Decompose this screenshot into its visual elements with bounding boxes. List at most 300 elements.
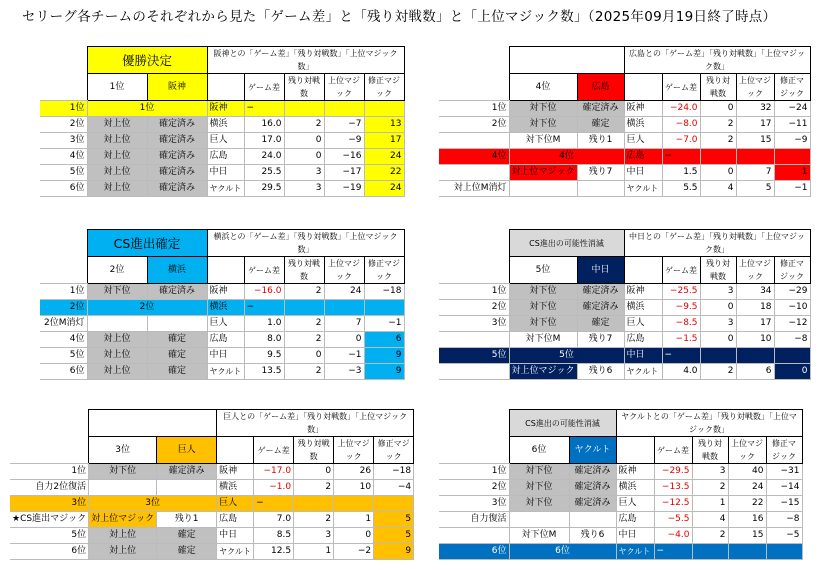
opponent-team: 阪神: [624, 284, 662, 300]
value-diff: 12.5: [254, 544, 294, 560]
value-remain: 1: [294, 544, 334, 560]
table-row: [40, 300, 404, 316]
column-header-diff: ゲーム差: [244, 257, 284, 284]
value-magic: −2: [334, 544, 374, 560]
value-magic: −9: [324, 133, 364, 149]
value-magic: 26: [334, 464, 374, 480]
rank-label: [439, 165, 509, 181]
value-corr: 24: [364, 181, 404, 197]
relation-cell: 対上位: [87, 117, 147, 133]
value-magic: [324, 300, 364, 316]
column-header-diff: ゲーム差: [662, 257, 700, 284]
opponent-team: ヤクルト: [217, 544, 254, 560]
value-magic: 10: [334, 480, 374, 496]
opponent-team: 巨人: [624, 133, 662, 149]
value-diff: −1.0: [254, 480, 294, 496]
value-diff: −8.5: [662, 316, 700, 332]
relation-cell: 対上位: [87, 165, 147, 181]
value-diff: −29.5: [654, 464, 692, 480]
relation-cell: 対上位: [87, 348, 147, 364]
page-title: セリーグ各チームのそれぞれから見た「ゲーム差」と「残り対戦数」と「上位マジック数」（2025年09月19日終了時点）: [22, 9, 777, 25]
team-rank: 6位: [509, 437, 569, 464]
table-row: [10, 528, 414, 544]
value-magic: [324, 101, 364, 117]
rank-label: 2位: [439, 300, 509, 316]
confirm-cell: 確定済み: [577, 300, 624, 316]
opponent-team: 巨人: [207, 316, 244, 332]
value-magic: −16: [324, 149, 364, 165]
value-remain: 3: [700, 316, 736, 332]
opponent-team: 阪神: [207, 101, 244, 117]
value-diff: −24.0: [662, 101, 700, 117]
table-row: [439, 117, 810, 133]
column-header-corr: 修正マジック: [374, 437, 414, 464]
confirm-cell: 確定: [577, 316, 624, 332]
relation-cell: 対下位: [509, 464, 569, 480]
confirm-cell: 残り7: [577, 332, 624, 348]
confirm-cell: 残り6: [577, 364, 624, 380]
table-row: [439, 332, 810, 348]
value-remain: 4: [700, 181, 736, 197]
table-row: [439, 364, 810, 380]
column-header-diff: ゲーム差: [662, 74, 700, 101]
value-remain: 3: [692, 464, 728, 480]
value-remain: [284, 101, 324, 117]
value-magic: −17: [324, 165, 364, 181]
table-row: [439, 528, 802, 544]
column-header-magic: 上位マジック: [334, 437, 374, 464]
column-header-magic: 上位マジック: [736, 74, 774, 101]
relation-cell: 対上位マジック: [89, 512, 157, 528]
table-row: [439, 544, 802, 560]
table-row: [439, 316, 810, 332]
rank-label: 自力復活: [439, 512, 509, 528]
status-label: CS進出の可能性消滅: [509, 410, 616, 437]
opponent-team: 広島: [624, 332, 662, 348]
column-header-remain: 残り対戦数: [700, 74, 736, 101]
confirm-cell: 確定: [147, 348, 207, 364]
self-rank: 4位: [509, 149, 624, 165]
relation-cell: [89, 480, 157, 496]
rank-label: 2位: [439, 117, 509, 133]
relation-cell: 対下位: [509, 300, 577, 316]
confirm-cell: [147, 316, 207, 332]
table-row: [40, 348, 404, 364]
column-header-corr: 修正マジック: [364, 74, 404, 101]
table-row: [439, 284, 810, 300]
value-diff: −17.0: [254, 464, 294, 480]
value-corr: −24: [774, 101, 810, 117]
opponent-team: 横浜: [624, 117, 662, 133]
value-remain: 3: [284, 181, 324, 197]
relation-cell: 対上位マジック: [509, 165, 577, 181]
table-row: [10, 512, 414, 528]
self-rank: 2位: [87, 300, 207, 316]
opponent-team: 中日: [624, 348, 662, 364]
rank-label: 5位: [439, 348, 509, 364]
table-header-note: ヤクルトとの「ゲーム差」「残り対戦数」「上位マジック数」: [616, 410, 802, 437]
value-corr: [374, 496, 414, 512]
value-corr: −1: [364, 316, 404, 332]
relation-cell: 対下位: [509, 480, 569, 496]
value-corr: −10: [774, 300, 810, 316]
confirm-cell: 確定済み: [147, 284, 207, 300]
rank-label: 2位: [40, 117, 87, 133]
rank-label: 3位: [10, 496, 89, 512]
opponent-team: ヤクルト: [624, 181, 662, 197]
value-diff: 24.0: [244, 149, 284, 165]
rank-label: 6位: [10, 544, 89, 560]
table-row: [439, 181, 810, 197]
value-remain: [294, 496, 334, 512]
value-diff: −7.0: [662, 133, 700, 149]
table-row: [10, 496, 414, 512]
value-corr: 9: [374, 544, 414, 560]
opponent-team: 巨人: [624, 316, 662, 332]
rank-label: 3位: [439, 496, 509, 512]
confirm-cell: 確定済み: [157, 464, 217, 480]
value-magic: [728, 544, 766, 560]
opponent-team: 広島: [217, 512, 254, 528]
value-remain: 0: [284, 133, 324, 149]
value-corr: −8: [766, 512, 802, 528]
value-corr: [774, 149, 810, 165]
team-name: 横浜: [147, 257, 207, 284]
opponent-team: 巨人: [207, 133, 244, 149]
table-row: [40, 165, 404, 181]
team-name: 広島: [577, 74, 624, 101]
value-diff: −: [662, 348, 700, 364]
confirm-cell: [569, 512, 616, 528]
value-remain: 2: [284, 284, 324, 300]
value-diff: −12.5: [654, 496, 692, 512]
value-magic: 1: [334, 512, 374, 528]
value-corr: −9: [774, 133, 810, 149]
opponent-team: 阪神: [616, 464, 654, 480]
table-row: [40, 117, 404, 133]
relation-cell: 対上位: [87, 149, 147, 165]
rank-label: 1位: [439, 464, 509, 480]
value-corr: 17: [364, 133, 404, 149]
value-magic: [736, 149, 774, 165]
value-corr: [766, 544, 802, 560]
value-corr: 22: [364, 165, 404, 181]
value-diff: −4.0: [654, 528, 692, 544]
confirm-cell: 確定済み: [147, 165, 207, 181]
value-diff: −: [654, 544, 692, 560]
column-header-magic: 上位マジック: [728, 437, 766, 464]
opponent-team: ヤクルト: [616, 544, 654, 560]
column-header-remain: 残り対戦数: [284, 257, 324, 284]
value-corr: −14: [766, 480, 802, 496]
value-remain: 0: [700, 101, 736, 117]
team-rank: 1位: [87, 74, 147, 101]
status-label: CS進出確定: [87, 230, 207, 257]
confirm-cell: [157, 480, 217, 496]
rank-label: [439, 364, 509, 380]
value-remain: 2: [294, 480, 334, 496]
rank-label: 1位: [40, 284, 87, 300]
value-magic: −19: [324, 181, 364, 197]
value-remain: 2: [692, 528, 728, 544]
value-corr: 13: [364, 117, 404, 133]
rank-label: 5位: [40, 165, 87, 181]
confirm-cell: 確定: [147, 364, 207, 380]
relation-cell: 対下位: [509, 284, 577, 300]
value-remain: 3: [284, 165, 324, 181]
confirm-cell: 確定: [157, 528, 217, 544]
value-diff: −5.5: [654, 512, 692, 528]
value-corr: −15: [766, 496, 802, 512]
value-diff: 4.0: [662, 364, 700, 380]
confirm-cell: 確定済み: [569, 480, 616, 496]
rank-label: 1位: [10, 464, 89, 480]
standings-panel-kyojin: [10, 409, 414, 560]
opponent-team: 広島: [207, 332, 244, 348]
opponent-team: 巨人: [616, 496, 654, 512]
table-row: [439, 133, 810, 149]
opponent-team: 巨人: [217, 496, 254, 512]
confirm-cell: 確定済み: [147, 181, 207, 197]
column-header-magic: 上位マジック: [324, 257, 364, 284]
value-remain: 2: [700, 364, 736, 380]
confirm-cell: 確定済み: [577, 101, 624, 117]
value-corr: −12: [774, 316, 810, 332]
table-row: [439, 348, 810, 364]
column-header-corr: 修正マジック: [774, 257, 810, 284]
table-row: [40, 316, 404, 332]
value-magic: 24: [728, 480, 766, 496]
value-remain: [284, 300, 324, 316]
opponent-team: ヤクルト: [624, 364, 662, 380]
value-corr: 24: [364, 149, 404, 165]
rank-label: 5位: [40, 348, 87, 364]
value-remain: 2: [294, 512, 334, 528]
value-diff: −: [254, 496, 294, 512]
value-diff: −: [244, 101, 284, 117]
relation-cell: [509, 512, 569, 528]
confirm-cell: 確定済み: [569, 496, 616, 512]
relation-cell: 対上位: [87, 133, 147, 149]
rank-label: [439, 528, 509, 544]
value-diff: 16.0: [244, 117, 284, 133]
status-label: 優勝決定: [87, 47, 207, 74]
self-rank: 5位: [509, 348, 624, 364]
value-remain: 0: [700, 165, 736, 181]
value-diff: 8.0: [244, 332, 284, 348]
value-remain: [700, 149, 736, 165]
column-header-diff: ゲーム差: [254, 437, 294, 464]
relation-cell: 対上位: [87, 181, 147, 197]
table-row: [10, 480, 414, 496]
standings-panel-hiroshima: [439, 46, 811, 197]
column-header-corr: 修正マジック: [364, 257, 404, 284]
value-diff: −8.0: [662, 117, 700, 133]
standings-panel-yakult: [439, 409, 803, 560]
self-rank: 3位: [89, 496, 217, 512]
value-remain: 3: [700, 284, 736, 300]
table-row: [10, 544, 414, 560]
opponent-team: 中日: [217, 528, 254, 544]
value-remain: 3: [294, 528, 334, 544]
value-remain: 0: [294, 464, 334, 480]
value-remain: 0: [700, 300, 736, 316]
value-magic: 10: [736, 332, 774, 348]
value-remain: 2: [692, 480, 728, 496]
table-header-note: 広島との「ゲーム差」「残り対戦数」「上位マジック数」: [624, 47, 810, 74]
rank-label: 2位: [40, 300, 87, 316]
value-magic: 18: [736, 300, 774, 316]
self-rank: 6位: [509, 544, 616, 560]
relation-cell: 対上位: [89, 544, 157, 560]
opponent-team: 横浜: [207, 117, 244, 133]
value-magic: 34: [736, 284, 774, 300]
value-diff: −: [662, 149, 700, 165]
rank-label: 6位: [439, 544, 509, 560]
rank-label: 3位: [40, 133, 87, 149]
rank-label: 1位: [439, 284, 509, 300]
relation-cell: 対下位: [509, 117, 577, 133]
confirm-cell: 残り1: [157, 512, 217, 528]
column-header-remain: 残り対戦数: [284, 74, 324, 101]
column-header-corr: 修正マジック: [774, 74, 810, 101]
table-row: [40, 181, 404, 197]
value-magic: 16: [728, 512, 766, 528]
column-header-corr: 修正マジック: [766, 437, 802, 464]
value-corr: [364, 101, 404, 117]
relation-cell: [87, 316, 147, 332]
column-header-magic: 上位マジック: [324, 74, 364, 101]
confirm-cell: 確定済み: [147, 149, 207, 165]
standings-panel-hanshin: [40, 46, 405, 197]
relation-cell: 対下位M: [509, 133, 577, 149]
opponent-team: 阪神: [217, 464, 254, 480]
value-diff: −13.5: [654, 480, 692, 496]
value-diff: 1.5: [662, 165, 700, 181]
rank-label: 対上位M消灯: [439, 181, 509, 197]
value-corr: −8: [774, 332, 810, 348]
value-corr: −18: [364, 284, 404, 300]
value-magic: 5: [736, 181, 774, 197]
value-magic: 32: [736, 101, 774, 117]
rank-label: 1位: [439, 101, 509, 117]
opponent-team: 広島: [616, 512, 654, 528]
table-row: [439, 149, 810, 165]
table-row: [439, 496, 802, 512]
table-row: [439, 480, 802, 496]
value-diff: −: [244, 300, 284, 316]
confirm-cell: 残り6: [569, 528, 616, 544]
column-header-diff: ゲーム差: [654, 437, 692, 464]
value-remain: 2: [284, 117, 324, 133]
column-header-magic: 上位マジック: [736, 257, 774, 284]
relation-cell: 対上位: [87, 332, 147, 348]
table-row: [439, 101, 810, 117]
rank-label: 1位: [40, 101, 87, 117]
value-magic: 0: [324, 332, 364, 348]
opponent-team: 横浜: [207, 300, 244, 316]
value-corr: −4: [374, 480, 414, 496]
rank-label: [439, 332, 509, 348]
opponent-team: 横浜: [624, 300, 662, 316]
opponent-team: 中日: [207, 348, 244, 364]
value-remain: 1: [692, 496, 728, 512]
opponent-team: 中日: [207, 165, 244, 181]
team-name: 中日: [577, 257, 624, 284]
value-corr: 1: [774, 165, 810, 181]
rank-label: [439, 133, 509, 149]
table-row: [40, 133, 404, 149]
value-corr: −18: [374, 464, 414, 480]
rank-label: 4位: [40, 149, 87, 165]
table-header-note: 横浜との「ゲーム差」「残り対戦数」「上位マジック数」: [207, 230, 404, 257]
value-corr: 0: [774, 364, 810, 380]
value-magic: −3: [324, 364, 364, 380]
confirm-cell: 確定: [147, 332, 207, 348]
table-row: [40, 284, 404, 300]
team-name: 阪神: [147, 74, 207, 101]
value-magic: −1: [324, 348, 364, 364]
table-row: [40, 364, 404, 380]
rank-label: 3位: [439, 316, 509, 332]
value-corr: 9: [364, 348, 404, 364]
column-header-remain: 残り対戦数: [692, 437, 728, 464]
confirm-cell: 確定済み: [577, 284, 624, 300]
value-diff: 13.5: [244, 364, 284, 380]
relation-cell: 対上位: [87, 364, 147, 380]
opponent-team: 阪神: [207, 284, 244, 300]
relation-cell: 対下位M: [509, 332, 577, 348]
value-diff: 7.0: [254, 512, 294, 528]
value-diff: 1.0: [244, 316, 284, 332]
relation-cell: 対下位: [87, 284, 147, 300]
value-corr: 5: [374, 528, 414, 544]
relation-cell: 対下位: [509, 101, 577, 117]
confirm-cell: 確定: [157, 544, 217, 560]
value-diff: 17.0: [244, 133, 284, 149]
value-diff: 29.5: [244, 181, 284, 197]
relation-cell: 対上位: [89, 528, 157, 544]
status-label: CS進出の可能性消滅: [509, 230, 624, 257]
value-diff: 5.5: [662, 181, 700, 197]
value-magic: 6: [736, 364, 774, 380]
team-rank: 2位: [87, 257, 147, 284]
rank-label: ★CS進出マジック: [10, 512, 89, 528]
relation-cell: 対上位マジック: [509, 364, 577, 380]
column-header-diff: ゲーム差: [244, 74, 284, 101]
relation-cell: 対下位: [509, 316, 577, 332]
value-corr: −29: [774, 284, 810, 300]
self-rank: 1位: [87, 101, 207, 117]
column-header-remain: 残り対戦数: [294, 437, 334, 464]
value-remain: [700, 348, 736, 364]
opponent-team: 横浜: [217, 480, 254, 496]
table-header-note: 中日との「ゲーム差」「残り対戦数」「上位マジック数」: [624, 230, 810, 257]
status-label: [89, 410, 217, 437]
team-rank: 4位: [509, 74, 577, 101]
value-remain: 2: [700, 117, 736, 133]
value-diff: −1.5: [662, 332, 700, 348]
table-row: [439, 512, 802, 528]
opponent-team: 横浜: [616, 480, 654, 496]
value-magic: 17: [736, 316, 774, 332]
rank-label: 6位: [40, 364, 87, 380]
table-row: [40, 332, 404, 348]
team-rank: 3位: [89, 437, 157, 464]
opponent-team: ヤクルト: [207, 364, 244, 380]
rank-label: 5位: [10, 528, 89, 544]
table-header-note: 阪神との「ゲーム差」「残り対戦数」「上位マジック数」: [207, 47, 404, 74]
